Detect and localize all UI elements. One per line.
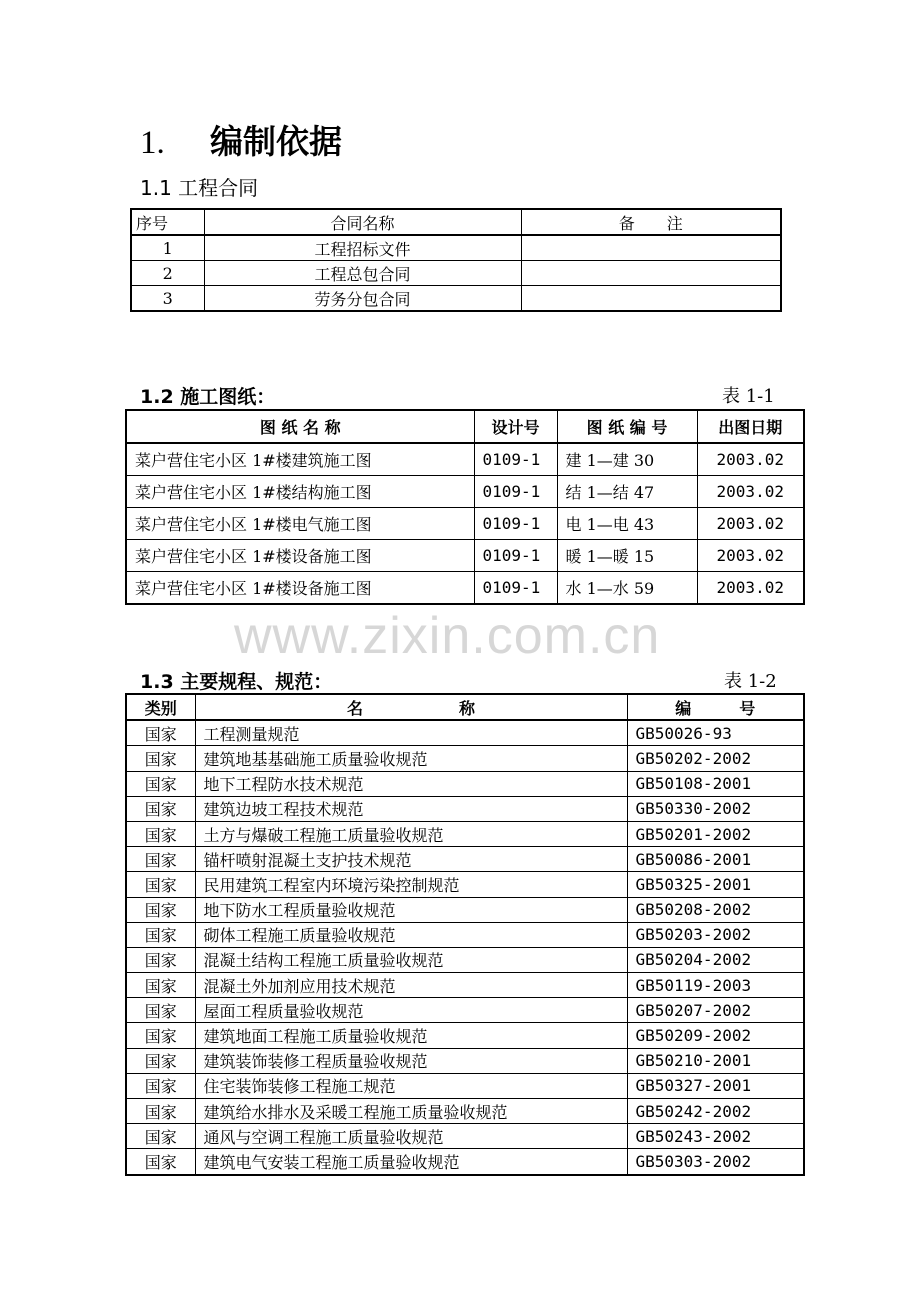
contract-no: 2 <box>131 261 204 286</box>
standard-name: 砌体工程施工质量验收规范 <box>195 922 627 947</box>
standard-code: GB50086-2001 <box>627 847 804 872</box>
standard-code: GB50327-2001 <box>627 1073 804 1098</box>
standard-category: 国家 <box>126 1023 195 1048</box>
heading-title: 编制依据 <box>210 122 342 161</box>
table-row <box>126 872 804 897</box>
standard-name: 通风与空调工程施工质量验收规范 <box>195 1124 627 1149</box>
drawing-code: 暖 1—暖 15 <box>557 540 697 572</box>
standard-code: GB50119-2003 <box>627 973 804 998</box>
standard-name: 住宅装饰装修工程施工规范 <box>195 1073 627 1098</box>
standard-code: GB50209-2002 <box>627 1023 804 1048</box>
standard-name: 建筑边坡工程技术规范 <box>195 796 627 821</box>
table-row <box>126 476 804 508</box>
standard-category: 国家 <box>126 720 195 746</box>
drawings-table <box>125 409 805 605</box>
table-row <box>126 1124 804 1149</box>
standard-name: 地下防水工程质量验收规范 <box>195 897 627 922</box>
contract-name: 工程招标文件 <box>204 235 521 261</box>
table-row <box>131 235 781 261</box>
standard-code: GB50242-2002 <box>627 1099 804 1124</box>
col-header-note: 备 注 <box>521 209 781 235</box>
standard-code: GB50243-2002 <box>627 1124 804 1149</box>
standard-code: GB50303-2002 <box>627 1149 804 1175</box>
standard-name: 屋面工程质量验收规范 <box>195 998 627 1023</box>
standard-code: GB50203-2002 <box>627 922 804 947</box>
standard-code: GB50330-2002 <box>627 796 804 821</box>
issue-date: 2003.02 <box>697 540 804 572</box>
standard-name: 建筑地基基础施工质量验收规范 <box>195 746 627 771</box>
heading-number: 1. <box>140 125 165 161</box>
contract-note <box>521 261 781 286</box>
standard-category: 国家 <box>126 796 195 821</box>
table-1-2-label: 表 1-2 <box>724 671 777 692</box>
table-row <box>126 540 804 572</box>
drawing-code: 结 1—结 47 <box>557 476 697 508</box>
standard-category: 国家 <box>126 922 195 947</box>
section-1-3-title: 1.3 主要规程、规范： <box>140 671 333 693</box>
contract-no: 3 <box>131 286 204 312</box>
table-row <box>126 897 804 922</box>
table-row <box>126 998 804 1023</box>
col-header-name: 合同名称 <box>204 209 521 235</box>
drawing-name: 菜户营住宅小区 1#楼结构施工图 <box>126 476 474 508</box>
standard-code: GB50026-93 <box>627 720 804 746</box>
table-row <box>126 922 804 947</box>
col-header-issue-date: 出图日期 <box>697 410 804 443</box>
standard-code: GB50201-2002 <box>627 821 804 846</box>
standard-name: 建筑装饰装修工程质量验收规范 <box>195 1048 627 1073</box>
table-row <box>126 720 804 746</box>
table-row <box>126 973 804 998</box>
section-1-1-title: 1.1 工程合同 <box>140 176 259 200</box>
table-1-1-label: 表 1-1 <box>722 386 775 407</box>
standard-category: 国家 <box>126 1124 195 1149</box>
standard-category: 国家 <box>126 1149 195 1175</box>
standard-name: 锚杆喷射混凝土支护技术规范 <box>195 847 627 872</box>
design-no: 0109-1 <box>474 443 557 476</box>
col-header-drawing-code: 图 纸 编 号 <box>557 410 697 443</box>
standard-code: GB50207-2002 <box>627 998 804 1023</box>
standard-code: GB50204-2002 <box>627 947 804 972</box>
table-row <box>126 443 804 476</box>
issue-date: 2003.02 <box>697 572 804 605</box>
standard-category: 国家 <box>126 897 195 922</box>
standard-name: 建筑电气安装工程施工质量验收规范 <box>195 1149 627 1175</box>
watermark: www.zixin.com.cn <box>234 607 661 665</box>
contract-name: 劳务分包合同 <box>204 286 521 312</box>
design-no: 0109-1 <box>474 572 557 605</box>
standard-category: 国家 <box>126 998 195 1023</box>
table-row <box>126 746 804 771</box>
standard-name: 土方与爆破工程施工质量验收规范 <box>195 821 627 846</box>
drawing-code: 建 1—建 30 <box>557 443 697 476</box>
table-row <box>131 286 781 312</box>
drawing-name: 菜户营住宅小区 1#楼设备施工图 <box>126 572 474 605</box>
table-row <box>126 947 804 972</box>
table-row <box>126 1073 804 1098</box>
drawing-name: 菜户营住宅小区 1#楼建筑施工图 <box>126 443 474 476</box>
table-row <box>126 847 804 872</box>
standard-name: 混凝土结构工程施工质量验收规范 <box>195 947 627 972</box>
standards-table-header <box>126 694 804 720</box>
standard-name: 混凝土外加剂应用技术规范 <box>195 973 627 998</box>
table-row <box>126 821 804 846</box>
standard-code: GB50208-2002 <box>627 897 804 922</box>
standard-code: GB50210-2001 <box>627 1048 804 1073</box>
page-heading <box>140 116 342 163</box>
design-no: 0109-1 <box>474 540 557 572</box>
issue-date: 2003.02 <box>697 476 804 508</box>
table-row <box>126 1099 804 1124</box>
contract-table <box>130 208 782 312</box>
standard-code: GB50202-2002 <box>627 746 804 771</box>
table-row <box>126 796 804 821</box>
drawing-code: 电 1—电 43 <box>557 508 697 540</box>
standard-category: 国家 <box>126 771 195 796</box>
drawings-table-header <box>126 410 804 443</box>
col-header-standard-name: 名 称 <box>195 694 627 720</box>
standard-name: 建筑地面工程施工质量验收规范 <box>195 1023 627 1048</box>
contract-note <box>521 235 781 261</box>
table-row <box>126 572 804 605</box>
drawing-code: 水 1—水 59 <box>557 572 697 605</box>
standard-name: 地下工程防水技术规范 <box>195 771 627 796</box>
contract-table-header <box>131 209 781 235</box>
standard-name: 建筑给水排水及采暖工程施工质量验收规范 <box>195 1099 627 1124</box>
section-1-2-title: 1.2 施工图纸： <box>140 386 276 408</box>
issue-date: 2003.02 <box>697 443 804 476</box>
drawing-name: 菜户营住宅小区 1#楼设备施工图 <box>126 540 474 572</box>
table-row <box>126 1048 804 1073</box>
standard-category: 国家 <box>126 746 195 771</box>
standard-category: 国家 <box>126 872 195 897</box>
drawing-name: 菜户营住宅小区 1#楼电气施工图 <box>126 508 474 540</box>
table-row <box>126 1023 804 1048</box>
col-header-standard-code: 编 号 <box>627 694 804 720</box>
issue-date: 2003.02 <box>697 508 804 540</box>
table-row <box>126 1149 804 1175</box>
design-no: 0109-1 <box>474 508 557 540</box>
standard-category: 国家 <box>126 1073 195 1098</box>
contract-name: 工程总包合同 <box>204 261 521 286</box>
table-row <box>131 261 781 286</box>
contract-no: 1 <box>131 235 204 261</box>
table-row <box>126 508 804 540</box>
standard-category: 国家 <box>126 1048 195 1073</box>
standard-code: GB50108-2001 <box>627 771 804 796</box>
standard-category: 国家 <box>126 947 195 972</box>
standard-category: 国家 <box>126 847 195 872</box>
design-no: 0109-1 <box>474 476 557 508</box>
standards-table <box>125 693 805 1176</box>
standard-name: 民用建筑工程室内环境污染控制规范 <box>195 872 627 897</box>
standard-code: GB50325-2001 <box>627 872 804 897</box>
contract-note <box>521 286 781 312</box>
standard-category: 国家 <box>126 1099 195 1124</box>
col-header-no: 序号 <box>131 209 204 235</box>
table-row <box>126 771 804 796</box>
standard-category: 国家 <box>126 821 195 846</box>
col-header-category: 类别 <box>126 694 195 720</box>
standard-category: 国家 <box>126 973 195 998</box>
standard-name: 工程测量规范 <box>195 720 627 746</box>
col-header-design-no: 设计号 <box>474 410 557 443</box>
col-header-drawing-name: 图 纸 名 称 <box>126 410 474 443</box>
